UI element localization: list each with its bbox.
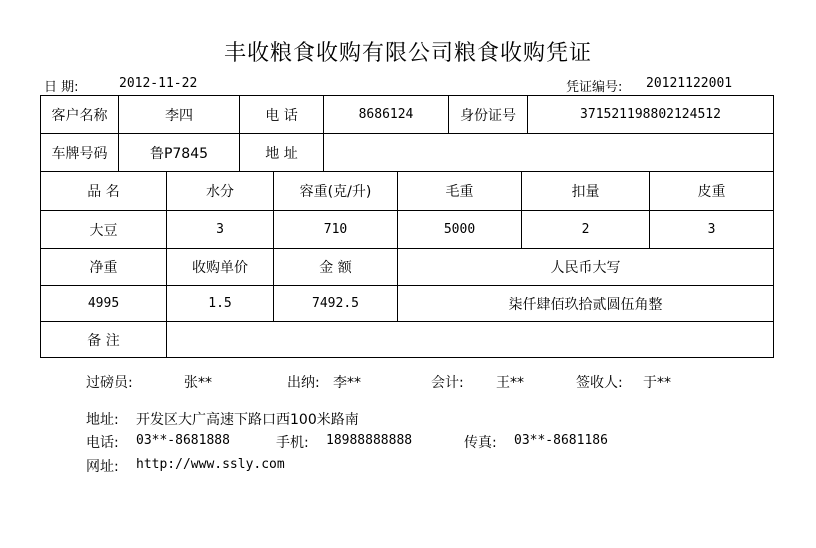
unit-price-value: 1.5 xyxy=(208,296,232,311)
date-label: 日 期: xyxy=(44,80,79,95)
document-title: 丰收粮食收购有限公司粮食收购凭证 xyxy=(223,41,592,66)
bulk-density-value: 710 xyxy=(323,222,348,237)
grain-name-value: 大豆 xyxy=(89,222,118,239)
amount-value: 7492.5 xyxy=(312,296,359,311)
moisture-header: 水分 xyxy=(206,184,234,200)
date-value: 2012-11-22 xyxy=(119,76,198,91)
customer-name-label: 客户名称 xyxy=(51,107,108,124)
company-fax-label: 传真: xyxy=(464,435,497,451)
address-value xyxy=(324,134,773,171)
id-number-value: 371521198802124512 xyxy=(580,107,721,122)
net-weight-value: 4995 xyxy=(87,296,120,311)
net-weight-header: 净重 xyxy=(89,260,118,276)
voucher-number-value: 20121122001 xyxy=(646,76,733,91)
voucher-number-label: 凭证编号: xyxy=(566,80,623,95)
company-website-value: http://www.ssly.com xyxy=(136,457,285,472)
accountant-value: 王** xyxy=(496,375,524,391)
company-website-label: 网址: xyxy=(86,459,119,475)
remark-label: 备 注 xyxy=(87,332,120,349)
plate-number-label: 车牌号码 xyxy=(51,145,108,162)
grain-name-header: 品 名 xyxy=(87,184,120,200)
company-fax-value: 03**-8681186 xyxy=(514,433,608,448)
plate-number-value: 鲁P7845 xyxy=(149,145,209,162)
gross-weight-value: 5000 xyxy=(443,222,476,237)
deduction-value: 2 xyxy=(581,222,590,237)
phone-value: 8686124 xyxy=(358,107,414,122)
id-number-label: 身份证号 xyxy=(460,107,516,124)
weigher-label: 过磅员: xyxy=(86,375,133,391)
table-border-right xyxy=(773,95,774,358)
bulk-density-header: 容重(克/升) xyxy=(299,184,372,200)
company-address-label: 地址: xyxy=(86,412,119,428)
weigher-value: 张** xyxy=(184,375,212,391)
amount-in-words-value: 柒仟肆佰玖拾贰圆伍角整 xyxy=(508,296,663,313)
company-mobile-value: 18988888888 xyxy=(326,433,413,448)
unit-price-header: 收购单价 xyxy=(192,260,248,276)
company-mobile-label: 手机: xyxy=(276,435,309,451)
receiver-label: 签收人: xyxy=(576,375,623,391)
phone-label: 电 话 xyxy=(265,107,298,124)
amount-header: 金 额 xyxy=(319,260,352,276)
deduction-header: 扣量 xyxy=(571,184,600,200)
cashier-label: 出纳: xyxy=(287,375,320,391)
tare-weight-value: 3 xyxy=(707,222,716,237)
amount-in-words-header: 人民币大写 xyxy=(550,260,621,276)
table-border-bottom xyxy=(40,357,774,358)
company-address-value: 开发区大广高速下路口西100米路南 xyxy=(136,412,359,428)
address-label: 地 址 xyxy=(265,145,298,162)
gross-weight-header: 毛重 xyxy=(445,184,474,200)
moisture-value: 3 xyxy=(216,222,224,237)
cashier-value: 李** xyxy=(333,375,361,391)
company-phone-label: 电话: xyxy=(86,435,119,451)
tare-weight-header: 皮重 xyxy=(697,184,726,200)
accountant-label: 会计: xyxy=(431,375,464,391)
customer-name-value: 李四 xyxy=(165,107,193,124)
receiver-value: 于** xyxy=(643,375,671,391)
company-phone-value: 03**-8681888 xyxy=(136,433,230,448)
remark-value xyxy=(167,322,773,357)
